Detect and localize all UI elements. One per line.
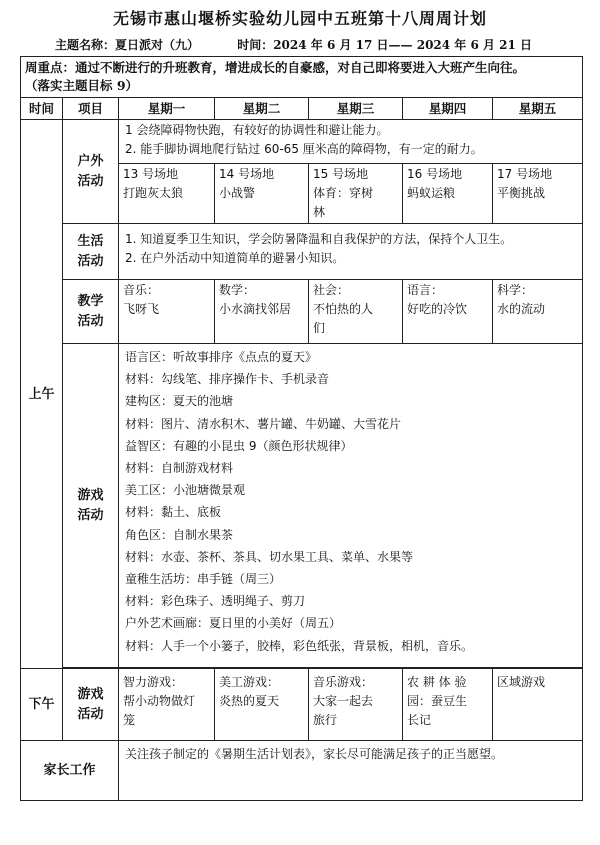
afternoon-row bbox=[21, 669, 583, 741]
page-title: 无锡市惠山堰桥实验幼儿园中五班第十八周周计划 bbox=[112, 9, 487, 28]
header-tuesday: 星期二 bbox=[215, 98, 309, 120]
plan-subtitle bbox=[55, 36, 538, 53]
afternoon-game-label: 游戏 活动 bbox=[63, 669, 119, 741]
game-line: 美工区：小池塘微景观 bbox=[125, 483, 246, 498]
header-friday: 星期五 bbox=[493, 98, 583, 120]
outdoor-monday: 13 号场地 打跑灰太狼 bbox=[119, 164, 215, 224]
teaching-monday: 音乐： 飞呀飞 bbox=[119, 280, 215, 344]
game-line: 材料：彩色珠子、透明绳子、剪刀 bbox=[125, 594, 306, 609]
outdoor-tuesday: 14 号场地 小战警 bbox=[215, 164, 309, 224]
game-line: 童稚生活坊：串手链（周三） bbox=[125, 572, 282, 587]
teaching-friday: 科学： 水的流动 bbox=[493, 280, 583, 344]
outdoor-activity-label: 户外 活动 bbox=[63, 120, 119, 224]
afternoon-wednesday: 音乐游戏： 大家一起去 旅行 bbox=[309, 669, 403, 741]
header-wednesday: 星期三 bbox=[309, 98, 403, 120]
afternoon-label: 下午 bbox=[21, 669, 63, 741]
afternoon-tuesday: 美工游戏： 炎热的夏天 bbox=[215, 669, 309, 741]
game-line: 益智区：有趣的小昆虫 9（颜色形状规律） bbox=[125, 438, 353, 453]
outdoor-thursday: 16 号场地 蚂蚁运粮 bbox=[403, 164, 493, 224]
life-activity-label: 生活 活动 bbox=[63, 224, 119, 280]
teaching-thursday: 语言： 好吃的冷饮 bbox=[403, 280, 493, 344]
afternoon-thursday: 农 耕 体 验 园：蚕豆生 长记 bbox=[403, 669, 493, 741]
header-thursday: 星期四 bbox=[403, 98, 493, 120]
afternoon-monday: 智力游戏： 帮小动物做灯 笼 bbox=[119, 669, 215, 741]
game-line: 材料：自制游戏材料 bbox=[125, 461, 234, 476]
life-activity-content: 1. 知道夏季卫生知识，学会防暑降温和自我保护的方法，保持个人卫生。 2. 在户外活动中知道简单的避暑小知识。 bbox=[119, 224, 583, 280]
header-item: 项目 bbox=[63, 98, 119, 120]
afternoon-friday: 区域游戏 bbox=[493, 669, 583, 741]
outdoor-goals: 1 会绕障碍物快跑，有较好的协调性和避让能力。 2. 能手脚协调地爬行钻过 60-65 厘米高的障碍物，有一定的耐力。 bbox=[119, 120, 583, 164]
header-time: 时间 bbox=[21, 98, 63, 120]
teaching-row bbox=[21, 280, 583, 344]
teaching-tuesday: 数学： 小水滴找邻居 bbox=[215, 280, 309, 344]
date-range: 时间：2024 年 6 月 17 日—— 2024 年 6 月 21 日 bbox=[237, 38, 533, 52]
game-line: 材料：勾线笔、排序操作卡、手机录音 bbox=[125, 372, 330, 387]
game-line: 户外艺术画廊：夏日里的小美好（周五） bbox=[125, 616, 342, 631]
game-line: 语言区：听故事排序《点点的夏天》 bbox=[125, 350, 318, 364]
outdoor-friday: 17 号场地 平衡挑战 bbox=[493, 164, 583, 224]
morning-label: 上午 bbox=[21, 120, 63, 669]
game-line: 建构区：夏天的池塘 bbox=[125, 394, 234, 409]
game-activity-label: 游戏 活动 bbox=[63, 344, 119, 668]
game-activity-areas bbox=[119, 344, 583, 668]
theme-name: 主题名称：夏日派对（九） bbox=[55, 38, 200, 52]
teaching-wednesday: 社会： 不怕热的人 们 bbox=[309, 280, 403, 344]
teaching-activity-label: 教学 活动 bbox=[63, 280, 119, 344]
game-line: 角色区：自制水果茶 bbox=[125, 527, 234, 542]
game-line: 材料：黏土、底板 bbox=[125, 505, 222, 520]
parent-work-label: 家长工作 bbox=[21, 741, 119, 801]
game-line: 材料：水壶、茶杯、茶具、切水果工具、菜单、水果等 bbox=[125, 549, 414, 564]
game-line: 材料：人手一个小篓子，胶棒，彩色纸张，背景板，相机，音乐。 bbox=[125, 638, 474, 653]
outdoor-wednesday: 15 号场地 体育：穿树 林 bbox=[309, 164, 403, 224]
parent-work-content: 关注孩子制定的《暑期生活计划表》，家长尽可能满足孩子的正当愿望。 bbox=[119, 741, 583, 801]
header-row bbox=[21, 98, 583, 120]
header-monday: 星期一 bbox=[119, 98, 215, 120]
game-line: 材料：图片、清水积木、薯片罐、牛奶罐、大雪花片 bbox=[125, 416, 402, 431]
weekly-plan-table bbox=[20, 56, 583, 801]
weekly-focus: 周重点：通过不断进行的升班教育，增进成长的自豪感，对自己即将要进入大班产生向往。 （落实主题目标 9） bbox=[21, 57, 583, 98]
